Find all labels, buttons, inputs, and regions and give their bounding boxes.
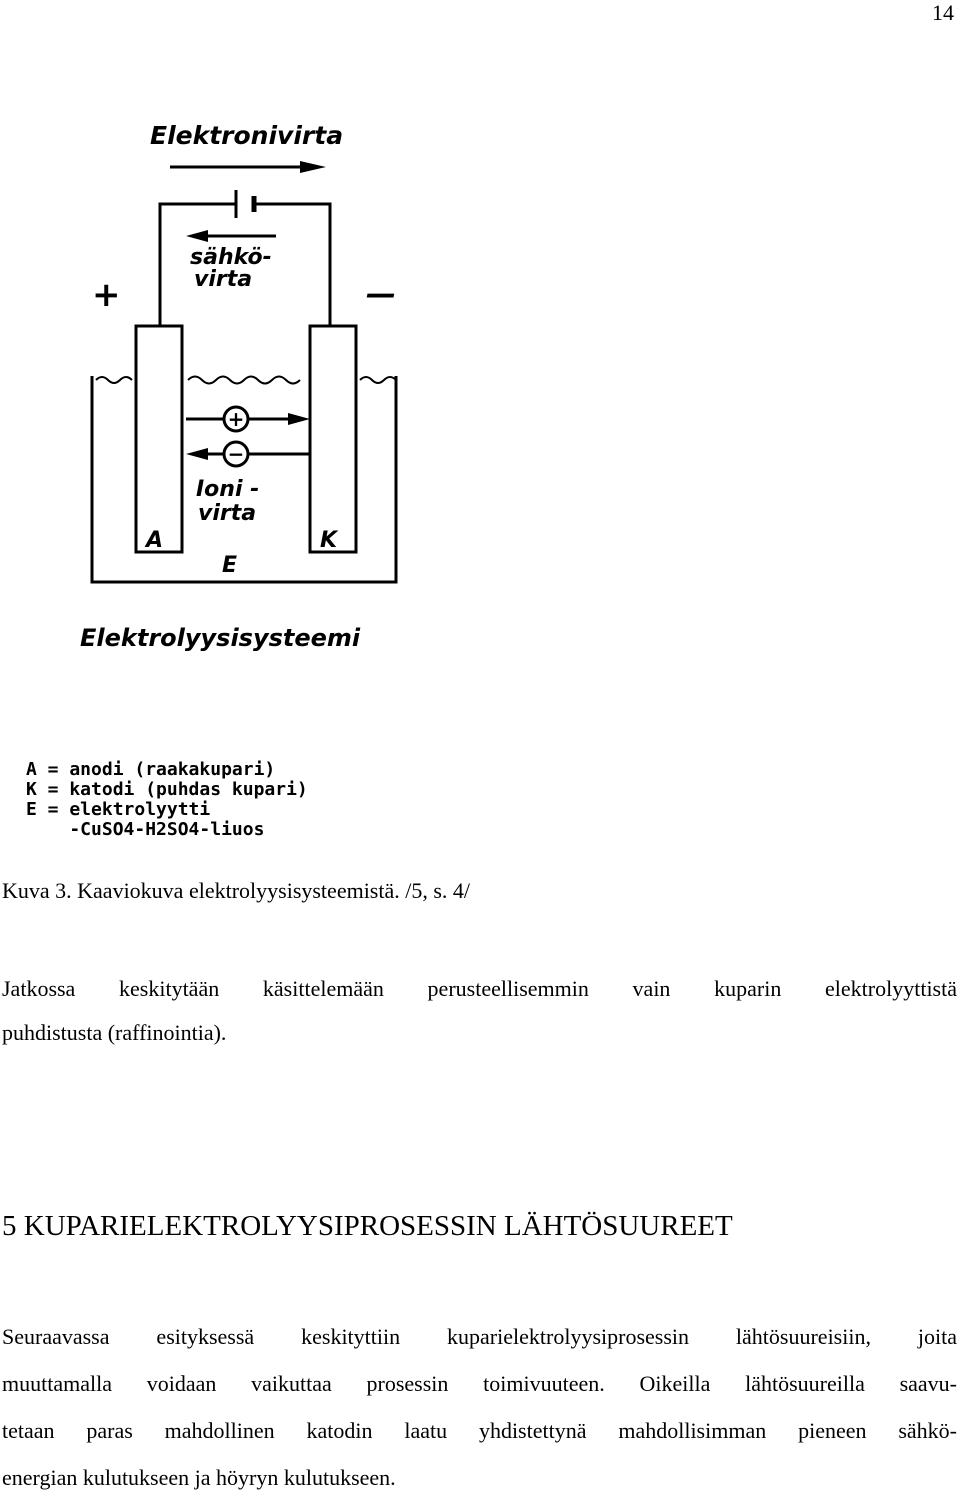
- system-title: Elektrolyysisysteemi: [80, 624, 361, 652]
- negative-terminal-sign: —: [366, 277, 396, 312]
- ion-flow-label-line1: Ioni -: [196, 477, 260, 502]
- cathode-plate: [310, 326, 356, 552]
- current-label-line1: sähkö-: [190, 245, 272, 270]
- positive-terminal-sign: +: [92, 275, 121, 315]
- section-paragraph-line-2: muuttamalla voidaan vaikuttaa prosessin toimivuuteen. Oikeilla lähtösuureilla saavu-: [2, 1371, 957, 1396]
- legend-line-solution: -CuSO4-H2SO4-liuos: [26, 819, 265, 840]
- section-heading: 5 KUPARIELEKTROLYYSIPROSESSIN LÄHTÖSUUREET: [2, 1210, 733, 1242]
- electron-flow-title: Elektronivirta: [150, 121, 344, 150]
- electrolysis-diagram: [0, 92, 450, 860]
- legend-line-cathode: K = katodi (puhdas kupari): [26, 779, 308, 800]
- page-number: 14: [932, 0, 954, 25]
- electrolyte-letter: E: [222, 553, 238, 578]
- ion-flow-label-line2: virta: [198, 501, 257, 526]
- cathode-letter: K: [320, 528, 338, 553]
- diagram-svg: [0, 92, 450, 860]
- legend-line-electrolyte: E = elektrolyytti: [26, 799, 211, 820]
- section-paragraph-line-4: energian kulutukseen ja höyryn kulutukseen.: [2, 1465, 396, 1490]
- cation-sign: +: [227, 407, 245, 431]
- figure-caption: Kuva 3. Kaaviokuva elektrolyysisysteemistä. /5, s. 4/: [2, 878, 471, 903]
- anion-sign: −: [227, 442, 245, 466]
- intro-paragraph-line-1: Jatkossa keskitytään käsittelemään perusteellisemmin vain kuparin elektrolyyttistä: [2, 976, 957, 1001]
- legend-line-anode: A = anodi (raakakupari): [26, 759, 276, 780]
- current-label-line2: virta: [194, 267, 253, 292]
- section-paragraph-line-1: Seuraavassa esityksessä keskityttiin kuparielektrolyysiprosessin lähtösuureisiin, joita: [2, 1324, 957, 1349]
- section-paragraph-line-3: tetaan paras mahdollinen katodin laatu yhdistettynä mahdollisimman pieneen sähkö-: [2, 1418, 957, 1443]
- intro-paragraph-line-2: puhdistusta (raffinointia).: [2, 1020, 227, 1045]
- anode-plate: [136, 326, 182, 552]
- anode-letter: A: [146, 528, 164, 553]
